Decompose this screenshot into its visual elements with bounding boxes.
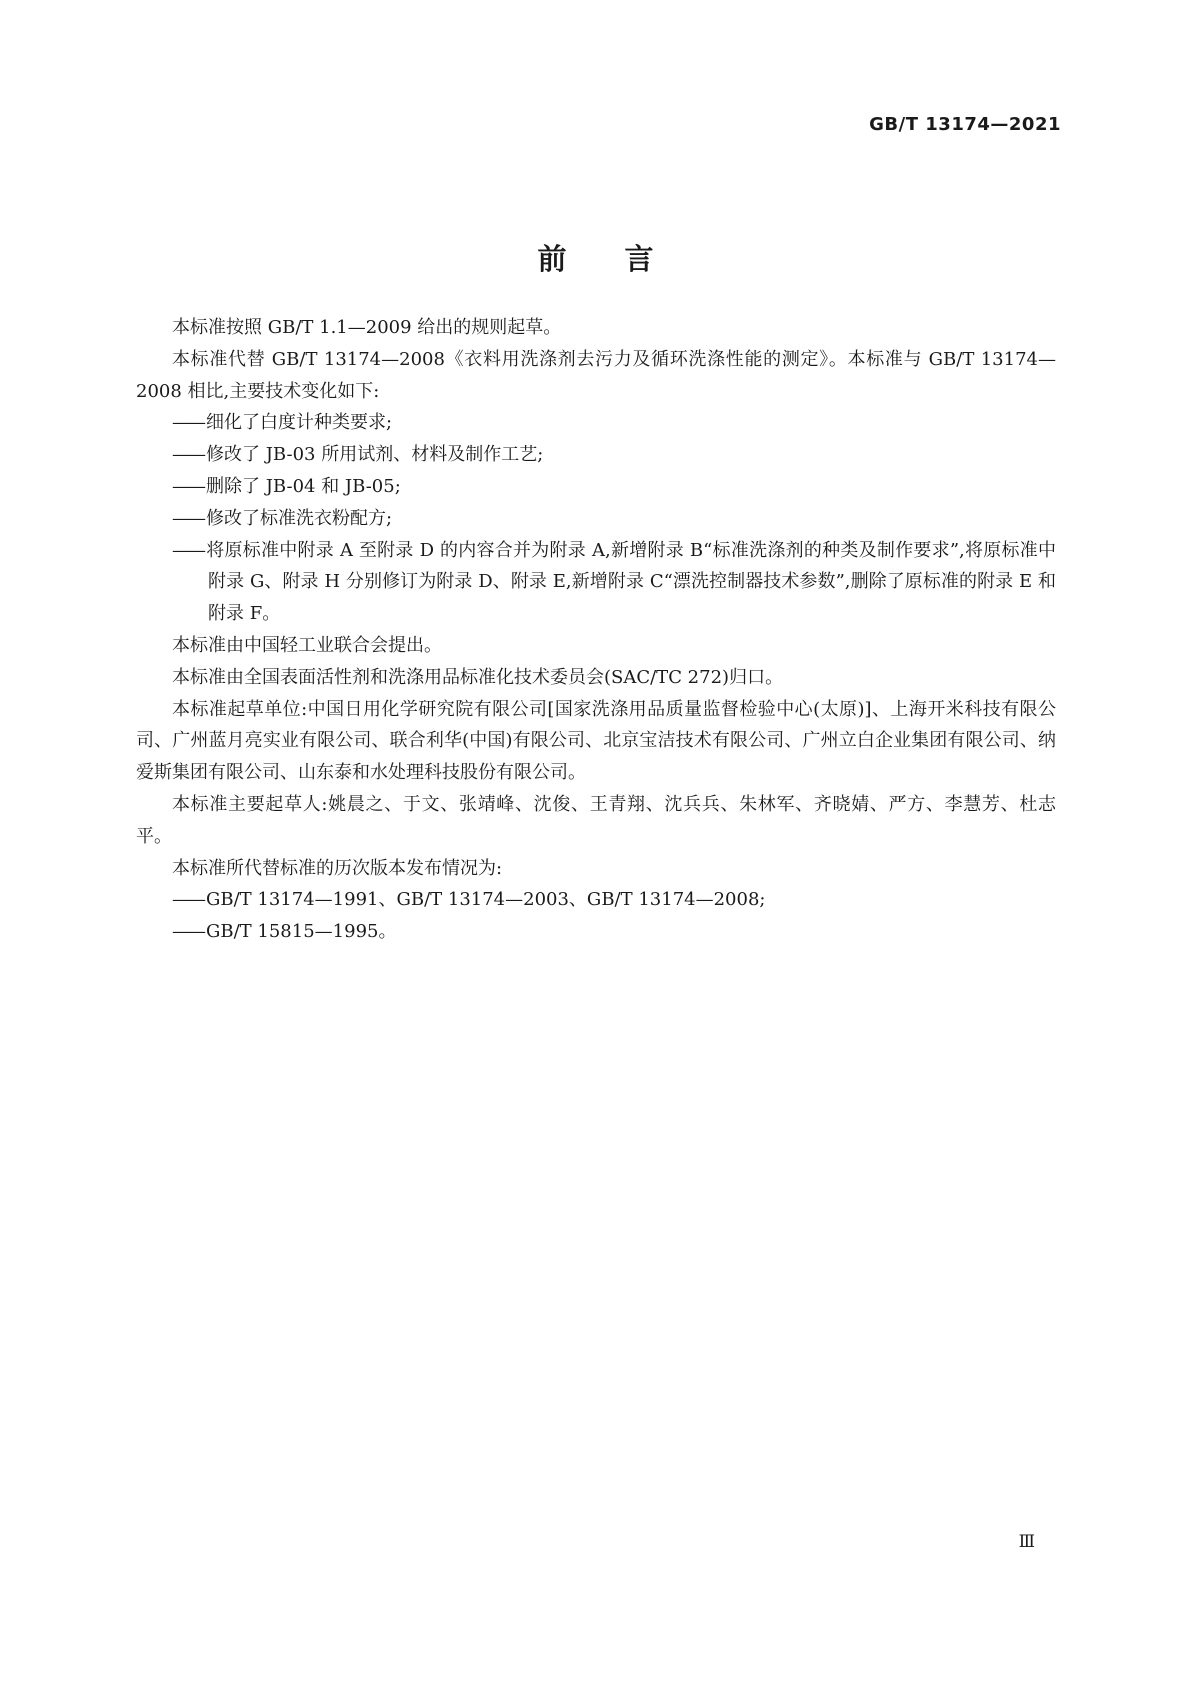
- list-item-text: 将原标准中附录 A 至附录 D 的内容合并为附录 A,新增附录 B“标准洗涤剂的种类及制作要求”,将原标准中附录 G、附录 H 分别修订为附录 D、附录 E,新增附录 C“漂洗控制器技术参数”,删除了原标准的附录 E 和附录 F。: [206, 539, 1056, 625]
- paragraph: 本标准按照 GB/T 1.1—2009 给出的规则起草。: [172, 317, 562, 338]
- dash-marker: ——: [172, 539, 204, 561]
- list-item: [136, 439, 1056, 471]
- dash-marker: ——: [172, 475, 204, 497]
- paragraph: 本标准起草单位:中国日用化学研究院有限公司[国家洗涤用品质量监督检验中心(太原)]、上海开米科技有限公司、广州蓝月亮实业有限公司、联合利华(中国)有限公司、北京宝洁技术有限公司、广州立白企业集团有限公司、纳爱斯集团有限公司、山东泰和水处理科技股份有限公司。: [136, 698, 1056, 784]
- dash-marker: ——: [172, 444, 204, 466]
- list-item: [136, 503, 1056, 535]
- list-item: [136, 407, 1056, 439]
- list-item-text: GB/T 13174—1991、GB/T 13174—2003、GB/T 13174—2008;: [206, 889, 766, 911]
- dash-marker: ——: [172, 889, 204, 911]
- paragraph: 本标准由全国表面活性剂和洗涤用品标准化技术委员会(SAC/TC 272)归口。: [172, 666, 784, 688]
- list-item: [136, 884, 1056, 916]
- list-item-text: 修改了标准洗衣粉配方;: [206, 507, 393, 529]
- dash-marker: ——: [172, 507, 204, 529]
- list-item-text: 细化了白度计种类要求;: [206, 412, 393, 434]
- paragraph: 本标准主要起草人:姚晨之、于文、张靖峰、沈俊、王青翔、沈兵兵、朱林军、齐晓婧、严方、李慧芳、杜志平。: [136, 793, 1056, 847]
- paragraph: 本标准所代替标准的历次版本发布情况为:: [172, 857, 503, 879]
- list-item-text: GB/T 15815—1995。: [206, 921, 397, 943]
- paragraph: 本标准代替 GB/T 13174—2008《衣料用洗涤剂去污力及循环洗涤性能的测定》。本标准与 GB/T 13174—2008 相比,主要技术变化如下:: [136, 348, 1056, 402]
- foreword-body: [136, 312, 1056, 948]
- page-title: 前言: [537, 242, 712, 277]
- dash-marker: ——: [172, 921, 204, 943]
- list-item: [136, 916, 1056, 948]
- list-item: [136, 471, 1056, 503]
- paragraph: 本标准由中国轻工业联合会提出。: [172, 634, 442, 656]
- list-item-text: 删除了 JB-04 和 JB-05;: [206, 475, 401, 497]
- standard-number: GB/T 13174—2021: [869, 114, 1061, 135]
- dash-marker: ——: [172, 412, 204, 434]
- list-item: [136, 535, 1056, 630]
- list-item-text: 修改了 JB-03 所用试剂、材料及制作工艺;: [206, 444, 544, 466]
- page-number: Ⅲ: [1018, 1532, 1035, 1552]
